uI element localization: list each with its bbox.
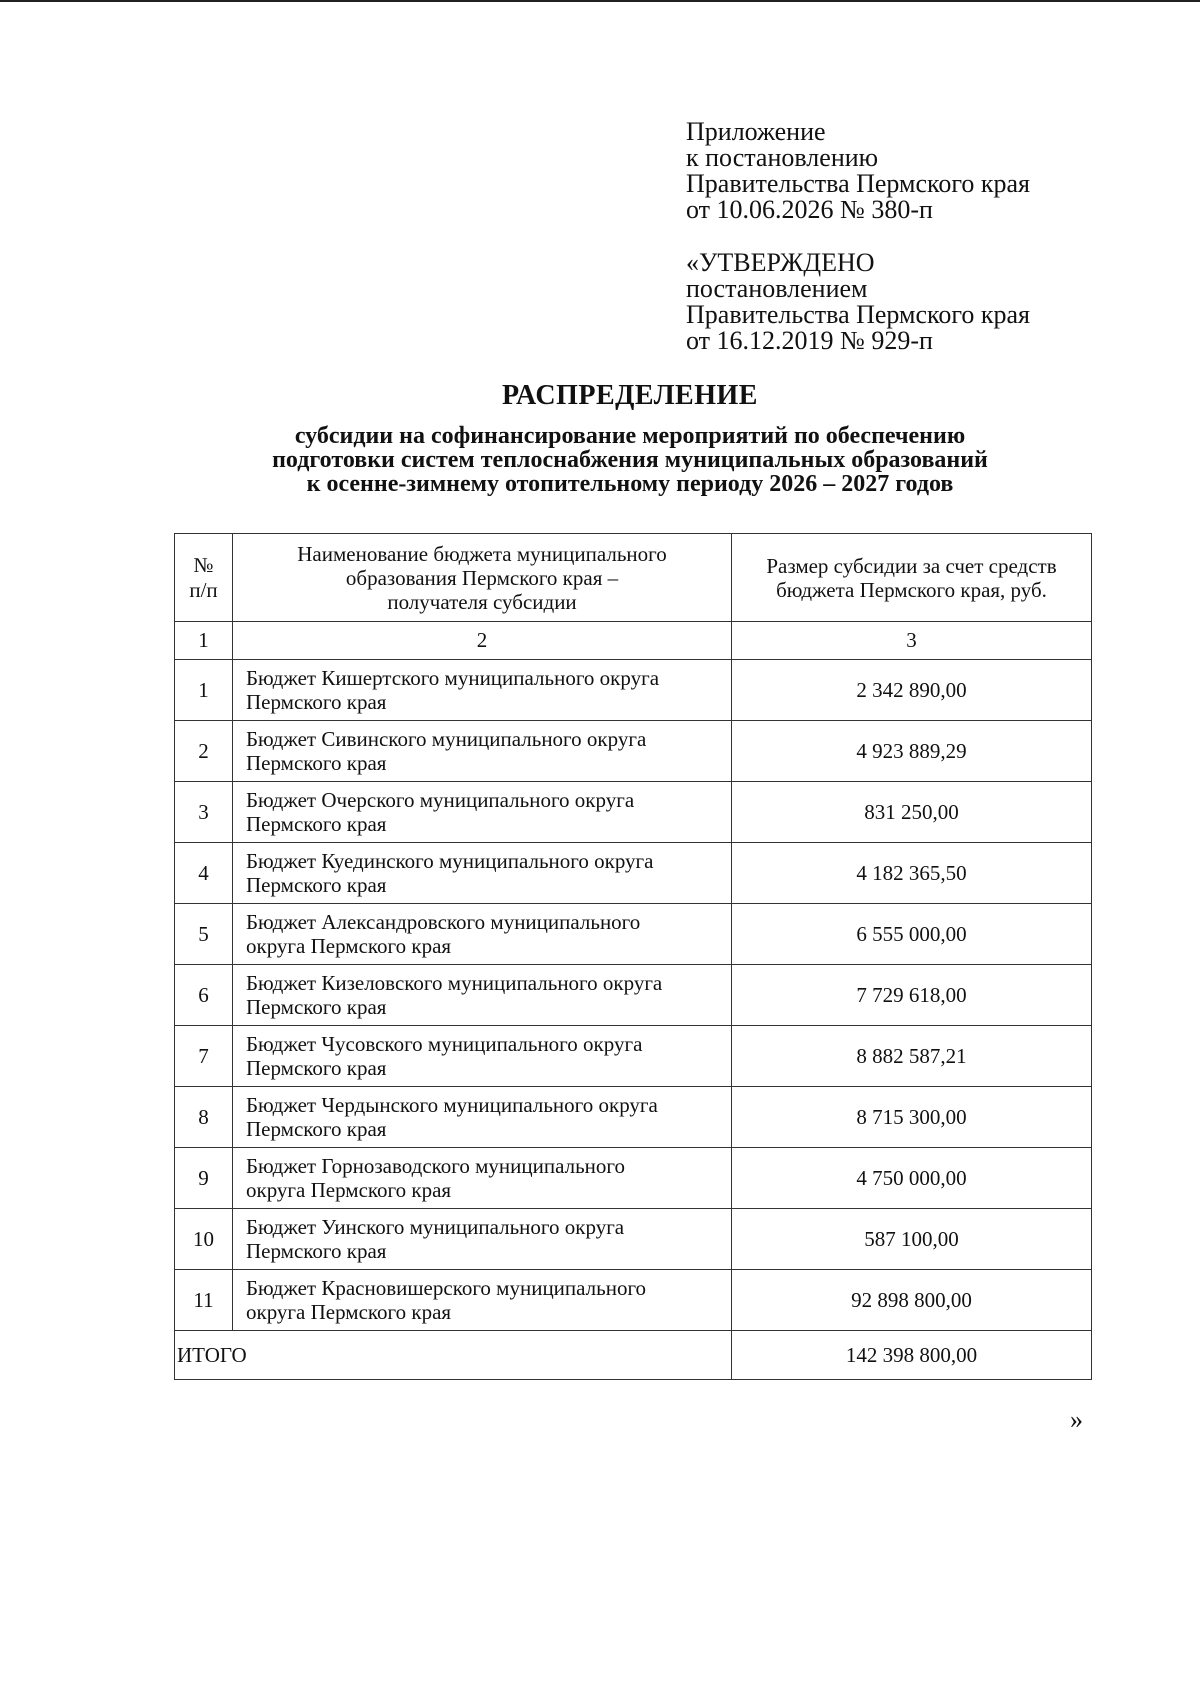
subsidy-amount-cell: 8 882 587,21	[732, 1026, 1092, 1087]
subsidy-amount-cell: 4 182 365,50	[732, 843, 1092, 904]
budget-name-line: Пермского края	[246, 812, 387, 836]
subsidy-amount-cell: 4 923 889,29	[732, 721, 1092, 782]
budget-name-line: Пермского края	[246, 751, 387, 775]
header-amount-cell	[732, 534, 1092, 622]
header-name-line: получателя субсидии	[387, 589, 577, 614]
budget-name-line: Пермского края	[246, 1056, 387, 1080]
subsidy-amount-cell: 831 250,00	[732, 782, 1092, 843]
row-number-cell: 3	[175, 782, 233, 843]
table-row	[175, 1270, 1092, 1331]
row-number-cell: 8	[175, 1087, 233, 1148]
budget-name-line: Бюджет Уинского муниципального округа	[246, 1215, 625, 1239]
appendix-line: Приложение	[686, 117, 826, 146]
budget-name-cell	[233, 1209, 732, 1270]
budget-name-line: Бюджет Чердынского муниципального округа	[246, 1093, 658, 1117]
subsidy-amount-cell: 92 898 800,00	[732, 1270, 1092, 1331]
subsidy-amount-cell: 8 715 300,00	[732, 1087, 1092, 1148]
header-amount-line: бюджета Пермского края, руб.	[776, 577, 1047, 602]
row-number-cell: 4	[175, 843, 233, 904]
budget-name-cell	[233, 782, 732, 843]
table-row	[175, 965, 1092, 1026]
budget-name-cell	[233, 1270, 732, 1331]
budget-name-line: Пермского края	[246, 873, 387, 897]
header-amount-line: Размер субсидии за счет средств	[766, 553, 1057, 578]
budget-name-line: Бюджет Сивинского муниципального округа	[246, 727, 647, 751]
approved-line: «УТВЕРЖДЕНО	[686, 248, 875, 277]
table-row	[175, 660, 1092, 721]
row-number-cell: 11	[175, 1270, 233, 1331]
row-number-cell: 1	[175, 660, 233, 721]
subsidy-amount-cell: 587 100,00	[732, 1209, 1092, 1270]
row-number-cell: 2	[175, 721, 233, 782]
subtitle-line: подготовки систем теплоснабжения муниципальных образований	[272, 447, 988, 473]
appendix-line: от 10.06.2026 № 380-п	[686, 195, 933, 224]
budget-name-line: Бюджет Чусовского муниципального округа	[246, 1032, 643, 1056]
total-row	[175, 1331, 1092, 1380]
subsidy-amount-cell: 6 555 000,00	[732, 904, 1092, 965]
row-number-cell: 5	[175, 904, 233, 965]
header-num-line: №	[193, 552, 214, 577]
table-row	[175, 1209, 1092, 1270]
budget-name-line: Бюджет Красновишерского муниципального	[246, 1276, 647, 1300]
budget-name-line: Пермского края	[246, 995, 387, 1019]
subtitle-line: к осенне-зимнему отопительному периоду 2026 – 2027 годов	[306, 471, 954, 497]
subsidy-table	[174, 533, 1092, 1380]
column-index-row	[175, 622, 1092, 660]
budget-name-cell	[233, 660, 732, 721]
subsidy-amount-cell: 2 342 890,00	[732, 660, 1092, 721]
budget-name-line: Пермского края	[246, 690, 387, 714]
table-row	[175, 721, 1092, 782]
budget-name-line: Бюджет Горнозаводского муниципального	[246, 1154, 626, 1178]
approved-line: Правительства Пермского края	[686, 300, 1030, 329]
budget-name-cell	[233, 904, 732, 965]
subsidy-amount-cell: 4 750 000,00	[732, 1148, 1092, 1209]
budget-name-line: Бюджет Очерского муниципального округа	[246, 788, 635, 812]
row-number-cell: 6	[175, 965, 233, 1026]
budget-name-cell	[233, 1026, 732, 1087]
budget-name-line: Пермского края	[246, 1117, 387, 1141]
budget-name-line: округа Пермского края	[246, 1178, 452, 1202]
column-index-cell: 2	[233, 622, 732, 660]
document-title: РАСПРЕДЕЛЕНИЕ	[502, 380, 758, 411]
table-row	[175, 782, 1092, 843]
closing-quote: »	[1070, 1405, 1083, 1434]
subsidy-amount-cell: 7 729 618,00	[732, 965, 1092, 1026]
column-index-cell: 1	[175, 622, 233, 660]
budget-name-cell	[233, 721, 732, 782]
approved-line: от 16.12.2019 № 929-п	[686, 326, 933, 355]
total-label: ИТОГО	[175, 1331, 732, 1380]
appendix-line: к постановлению	[686, 143, 879, 172]
budget-name-cell	[233, 1087, 732, 1148]
subtitle-line: субсидии на софинансирование мероприятий по обеспечению	[294, 423, 966, 449]
budget-name-line: Бюджет Куединского муниципального округа	[246, 849, 654, 873]
budget-name-line: Бюджет Кизеловского муниципального округа	[246, 971, 663, 995]
approved-line: постановлением	[686, 274, 868, 303]
budget-name-cell	[233, 965, 732, 1026]
budget-name-line: округа Пермского края	[246, 934, 452, 958]
approved-block	[686, 250, 1030, 354]
page-top-edge	[0, 0, 1200, 2]
header-name-cell	[233, 534, 732, 622]
row-number-cell: 10	[175, 1209, 233, 1270]
table-row	[175, 904, 1092, 965]
table-row	[175, 1087, 1092, 1148]
budget-name-line: округа Пермского края	[246, 1300, 452, 1324]
budget-name-cell	[233, 1148, 732, 1209]
budget-name-line: Бюджет Александровского муниципального	[246, 910, 641, 934]
header-num-cell	[175, 534, 233, 622]
header-name-line: Наименование бюджета муниципального	[297, 541, 667, 566]
header-name-line: образования Пермского края –	[345, 565, 619, 590]
budget-name-cell	[233, 843, 732, 904]
table-row	[175, 1148, 1092, 1209]
document-subtitle	[150, 424, 1110, 496]
table-row	[175, 1026, 1092, 1087]
row-number-cell: 7	[175, 1026, 233, 1087]
table-row	[175, 843, 1092, 904]
appendix-block	[686, 119, 1030, 223]
total-amount: 142 398 800,00	[732, 1331, 1092, 1380]
column-index-cell: 3	[732, 622, 1092, 660]
appendix-line: Правительства Пермского края	[686, 169, 1030, 198]
table-header-row	[175, 534, 1092, 622]
header-num-line: п/п	[189, 577, 218, 602]
budget-name-line: Пермского края	[246, 1239, 387, 1263]
budget-name-line: Бюджет Кишертского муниципального округа	[246, 666, 660, 690]
row-number-cell: 9	[175, 1148, 233, 1209]
